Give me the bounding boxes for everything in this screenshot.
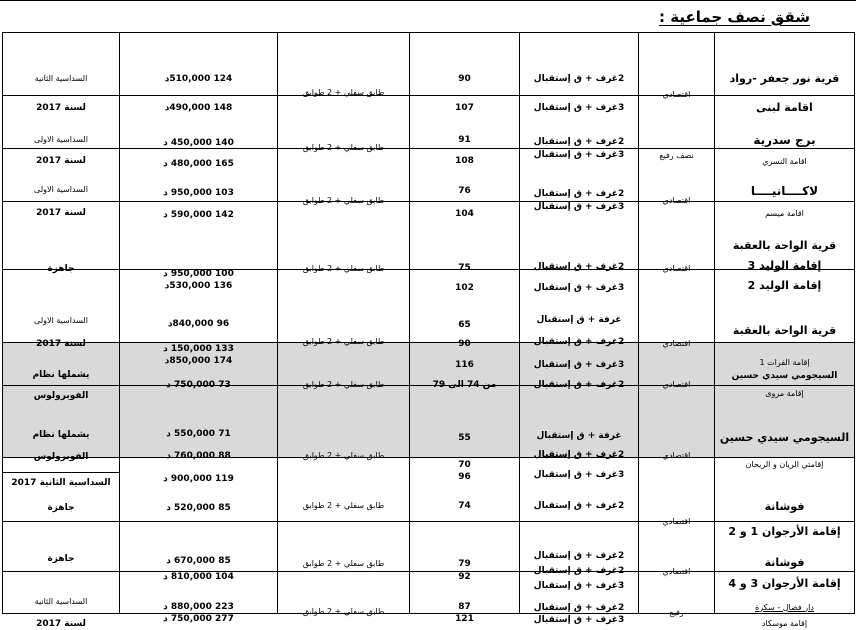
floors-cell [278, 96, 410, 152]
floors-cell [278, 343, 410, 389]
floors: طابق سفلي + 2 طوابق [302, 263, 385, 273]
floors: طابق سفلي + 2 طوابق [302, 606, 385, 616]
area-value: 90 [458, 74, 471, 84]
floors: طابق سفلي + 2 طوابق [302, 558, 385, 568]
project-name: السيجومي سيدي حسين [719, 430, 850, 444]
floors-cell [278, 202, 410, 273]
category: نصف رفيع [659, 151, 694, 160]
unit-type: 2غرف + ق إستقبال [533, 189, 625, 199]
price-value: 85 520,000 د [166, 502, 231, 513]
area-value: 102 [455, 282, 474, 293]
residence-name: إقامة الأرجوان 1 و 2 [728, 524, 841, 538]
area-value: 74 [458, 500, 471, 511]
area-value: 65 [458, 320, 471, 330]
price-cell [120, 149, 278, 220]
type-cell [520, 522, 639, 591]
residence-name: إقامة مروى [765, 389, 804, 398]
price-value: 136 530,000د [164, 280, 233, 291]
residence-name: اقامة النسري [762, 157, 807, 166]
floors-cell [278, 458, 410, 522]
delivery-status: لسنة 2017 [36, 156, 86, 166]
category: اقتصادي [662, 196, 691, 205]
residence-name: اقامة ميسم [765, 209, 804, 218]
area-value: من 74 الى 79 [432, 380, 497, 390]
area-value: 116 [455, 360, 474, 370]
category-cell [639, 270, 715, 348]
area-value: 91 [458, 135, 471, 145]
type-cell [520, 458, 639, 522]
category: اقتصادي [662, 339, 691, 348]
category: اقتصادي [662, 90, 691, 99]
area-cell [410, 522, 520, 582]
price-value: 71 550,000 د [166, 428, 231, 439]
project-name: لاكــــانيــــا [750, 184, 819, 198]
unit-type: غرفة + ق إستقبال [536, 430, 622, 441]
project-name: قرية نور جعفر -رواد [729, 72, 840, 85]
area-value: 90 [458, 339, 471, 349]
unit-type: 2غرف + ق إستقبال [533, 602, 625, 613]
floors: طابق سفلي + 2 طوابق [302, 143, 385, 152]
unit-type: 2غرف + ق إستقبال [533, 380, 625, 390]
residence-name: إقامة الوليد 2 [747, 278, 822, 292]
category: اقتصادي [662, 450, 691, 460]
price-value: 88 760,000 د [166, 450, 231, 461]
type-cell [520, 386, 639, 480]
delivery-status: جاهزة [47, 263, 75, 274]
floors-cell [278, 270, 410, 346]
area-value: 96 [458, 471, 471, 482]
area-cell [410, 386, 520, 482]
category-cell [639, 458, 715, 526]
unit-type: 3غرف + ق إستقبال [533, 469, 625, 480]
price-value: 277 750,000 د [163, 613, 234, 624]
category: اقتصادي [662, 566, 691, 576]
delivery-status: السداسية الاولى [34, 316, 88, 325]
price-value: 223 880,000 د [163, 601, 234, 612]
price-value: 119 900,000 د [163, 473, 234, 484]
status-cell [3, 522, 120, 572]
unit-type: 2غرف + ق إستقبال [533, 137, 625, 147]
unit-type: 3غرف + ق إستقبال [533, 360, 625, 370]
unit-type: 3غرف + ق إستقبال [533, 103, 625, 113]
delivery-status: الفوبرولوس [33, 451, 89, 462]
project-name: دار فضال - سكرة [755, 602, 814, 612]
floors: طابق سفلي + 2 طوابق [302, 450, 385, 460]
residence-name: اقامة لبنى [756, 101, 813, 114]
delivery-status: السداسية الاولى [34, 135, 88, 144]
price-value: 85 670,000 د [166, 555, 231, 566]
price-value: 100 950,000 د [163, 268, 234, 279]
residence-name: إقامة الأرجوان 3 و 4 [728, 576, 841, 590]
status-cell [3, 33, 120, 113]
area-value: 107 [455, 103, 474, 113]
unit-type: 2غرف + ق إستقبال [533, 337, 625, 347]
type-cell [520, 572, 639, 625]
category-cell [639, 522, 715, 576]
area-value: 75 [458, 262, 471, 273]
floors: طابق سفلي + 2 طوابق [302, 196, 385, 205]
unit-type: 3غرف + ق إستقبال [533, 150, 625, 160]
unit-type: 3غرف + ق إستقبال [533, 580, 625, 591]
unit-type: 3غرف + ق إستقبال [533, 614, 625, 625]
price-value: 174 850,000د [164, 356, 233, 366]
delivery-status: جاهزة [47, 553, 75, 564]
floors-cell [278, 149, 410, 205]
unit-type: 2غرف + ق إستقبال [533, 74, 625, 84]
category: اقتصادي [662, 263, 691, 273]
project-name: السيجومي سيدي حسين [731, 371, 838, 381]
price-value: 96 840,000د [167, 319, 230, 329]
price-value: 148 490,000د [164, 103, 233, 113]
unit-type: 2غرف + ق إستقبال [533, 449, 625, 460]
price-cell [120, 386, 278, 484]
project-cell [715, 33, 855, 114]
area-value: 92 [458, 571, 471, 582]
category-cell [639, 33, 715, 99]
delivery-status: يشملها نظام [32, 370, 90, 380]
area-value: 70 [458, 459, 471, 470]
project-name: برج سدرية [753, 133, 816, 147]
delivery-status: السداسية الثانية [34, 74, 88, 83]
floors-cell [278, 522, 410, 572]
price-value: 104 810,000 د [163, 571, 234, 582]
area-cell [410, 270, 520, 370]
category: اقتصادي [662, 380, 691, 389]
category: رفيع [669, 607, 684, 617]
area-value: 121 [455, 613, 474, 624]
unit-type: 2غرف + ق إستقبال [533, 261, 625, 272]
price-value: 103 950,000 د [163, 188, 234, 198]
residence-name: إقامة موسكاد [761, 618, 808, 628]
price-cell [120, 33, 278, 113]
delivery-status: لسنة 2017 [36, 339, 86, 349]
residence-name: إقامتي الريان و الريحان [745, 459, 824, 469]
unit-type: 3غرف + ق إستقبال [533, 202, 625, 212]
project-name: فوشانة [764, 555, 805, 569]
price-cell [120, 522, 278, 582]
status-cell [3, 572, 120, 629]
delivery-status: السداسية الثانية 2017 [3, 472, 119, 493]
area-value: 55 [458, 432, 471, 443]
table-row [3, 33, 855, 96]
type-cell [520, 270, 639, 370]
floors: طابق سفلي + 2 طوابق [302, 88, 385, 97]
delivery-status: لسنة 2017 [36, 618, 86, 629]
project-name: قرية الواحة بالعقبة [732, 324, 837, 337]
price-value: 140 450,000 د [163, 138, 234, 148]
unit-type: 2غرف + ق إستقبال [533, 550, 625, 561]
area-value: 104 [455, 209, 474, 219]
unit-type: غرفة + ق إستقبال [536, 315, 622, 325]
delivery-status: السداسية الثانية [34, 596, 88, 606]
type-cell [520, 33, 639, 113]
category-cell [639, 202, 715, 273]
apartments-table [2, 32, 855, 629]
price-value: 142 590,000 د [163, 210, 234, 220]
area-value: 108 [455, 156, 474, 166]
category-cell [639, 96, 715, 160]
area-cell [410, 33, 520, 113]
floors-cell [278, 386, 410, 458]
area-value: 76 [458, 186, 471, 196]
delivery-status: السداسية الاولى [34, 185, 88, 194]
unit-type: 2غرف + ق إستقبال [533, 500, 625, 511]
floors-cell [278, 33, 410, 96]
unit-type: 2غرف + ق إستقبال [533, 565, 625, 576]
floors: طابق سفلي + 2 طوابق [302, 380, 385, 389]
price-value: 124 510,000د [164, 74, 233, 84]
delivery-status: جاهزة [47, 502, 75, 513]
delivery-status: لسنة 2017 [36, 103, 86, 113]
area-value: 87 [458, 601, 471, 612]
floors: طابق سفلي + 2 طوابق [302, 500, 385, 510]
area-value: 79 [458, 558, 471, 569]
price-value: 133 150,000 د [163, 344, 234, 354]
delivery-status: الفوبرولوس [33, 391, 89, 401]
unit-type: 3غرف + ق إستقبال [533, 282, 625, 293]
floors: طابق سفلي + 2 طوابق [302, 337, 385, 346]
project-name: فوشانة [764, 499, 805, 513]
floors-cell [278, 572, 410, 614]
page-title: شقق نصف جماعية : [659, 8, 810, 26]
residence-name: إقامة الفرات 1 [759, 358, 810, 367]
price-value: 165 480,000 د [163, 159, 234, 169]
status-cell [3, 270, 120, 349]
category-cell [639, 386, 715, 458]
project-name: قرية الواحة بالعقبة [732, 238, 837, 252]
top-border [0, 0, 856, 1]
price-cell [120, 458, 278, 522]
delivery-status: يشملها نظام [32, 429, 90, 440]
delivery-status: لسنة 2017 [36, 208, 86, 218]
category: اقتصادي [662, 516, 691, 526]
category-cell [639, 572, 715, 617]
residence-name: إقامة الوليد 3 [747, 258, 822, 272]
price-value: 73 750,000 د [166, 380, 231, 390]
